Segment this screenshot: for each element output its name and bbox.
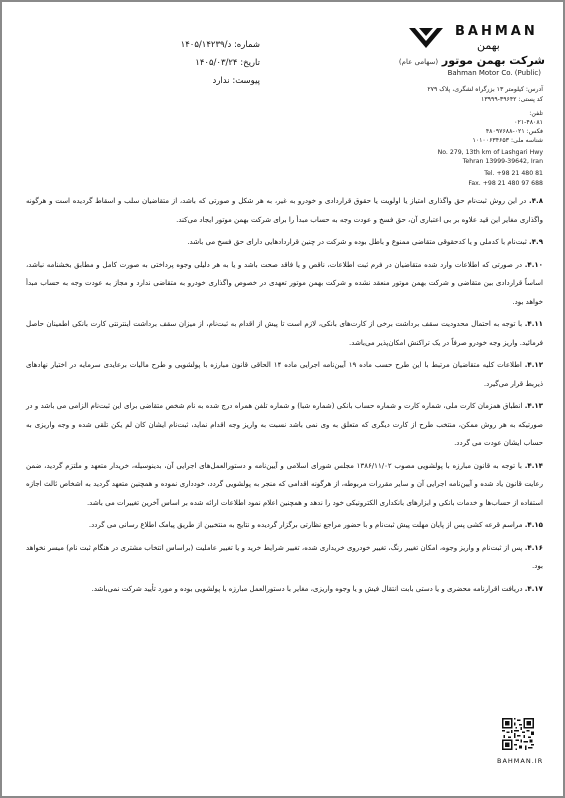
- clause-4-8: [26, 192, 543, 229]
- letter-date: [130, 58, 260, 68]
- clause-4-14: [26, 457, 543, 513]
- letter-attachment-value: ندارد: [212, 76, 230, 86]
- brand-name-latin: BAHMAN: [455, 24, 538, 39]
- clause-4-15: [26, 516, 543, 535]
- clause-text: با توجه به احتمال محدودیت سقف برداشت برخی از کارت‌های بانکی، لازم است تا پیش از اقدام به ثبت‌نام، از میزان سقف برداشت اینترنتی کارت بانکی اطمینان حاصل فرمائید. واریز وجه خودرو صرفاً در یک تراکنش امکان‌پذیر می‌باشد.: [26, 319, 543, 347]
- letter-number-label: شماره:: [233, 40, 260, 50]
- website-url: BAHMAN.IR: [497, 757, 544, 765]
- company-name-english: Bahman Motor Co. (Public): [447, 69, 541, 77]
- clause-number: ۴.۱۶.: [524, 542, 543, 552]
- clause-number: ۴.۱۵.: [524, 520, 543, 529]
- clause-text: دریافت اقرارنامه محضری و یا دستی بابت انتقال فیش و یا وجوه واریزی، مغایر با دستورالعمل مبارزه با پولشویی بوده و مورد تأیید شرکت نمی‌باشد.: [91, 583, 523, 593]
- clause-number: ۴.۱۱.: [524, 319, 543, 328]
- address-english-line1: No. 279, 13th km of Lashgari Hwy: [437, 149, 543, 156]
- clause-number: ۴.۱۲.: [524, 360, 544, 369]
- clause-number: ۴.۱۷.: [524, 583, 543, 593]
- letter-attachment-label: پیوست:: [232, 76, 260, 86]
- letter-number: [130, 40, 260, 50]
- letter-body: [26, 192, 543, 602]
- clause-4-16: [26, 539, 543, 576]
- company-name-persian: [399, 54, 545, 67]
- address-persian-line1: آدرس: کیلومتر ۱۳ بزرگراه لشگری، پلاک ۲۷۹: [427, 86, 543, 93]
- clause-text: مراسم قرعه کشی پس از پایان مهلت پیش ثبت‌نام و با حضور مراجع نظارتی برگزار گردیده و نتایج به منتخبین از طریق پیامک اطلاع رسانی می گردد.: [88, 520, 523, 529]
- qr-code-icon: [502, 718, 534, 750]
- clause-4-17: [26, 580, 543, 599]
- letter-number-value: د/۱۴۰۵/۱۴۲۳۹: [180, 40, 232, 50]
- clause-4-12: [26, 356, 543, 393]
- letter-attachment: [130, 76, 260, 86]
- letter-page: [2, 2, 563, 796]
- fax-english: Fax. +98 21 480 97 688: [468, 180, 543, 187]
- national-id: شناسه ملی: ۱۰۱۰۰۶۳۴۶۵۳: [472, 137, 543, 144]
- bahman-emblem-icon: [405, 22, 447, 54]
- clause-text: ثبت‌نام با کدملی و یا کدحقوقی متقاضی ممنوع و باطل بوده و شرکت در چنین قراردادهایی دارای حق فسخ می باشد.: [187, 237, 527, 246]
- fax-persian: فکس: ۰۲۱-۴۸۰۹۷۶۸۸: [485, 128, 543, 135]
- clause-4-9: [26, 233, 543, 252]
- phone-value: ۰۲۱-۴۸۰۸۱: [514, 119, 543, 126]
- address-persian-line2: کد پستی: ۳۹۶۴۲-۱۳۹۹۹: [481, 96, 543, 103]
- address-english-line2: Tehran 13999-39642, Iran: [462, 158, 543, 165]
- clause-number: ۴.۱۰.: [524, 259, 543, 269]
- company-name: شرکت بهمن موتور: [441, 54, 545, 67]
- clause-4-10: [26, 256, 543, 312]
- clause-4-13: [26, 397, 543, 453]
- brand-name-persian: بهمن: [477, 39, 500, 52]
- clause-text: با توجه به قانون مبارزه با پولشویی مصوب ۱۳۸۶/۱۱/۰۲ مجلس شورای اسلامی و آیین‌نامه و دستورالعمل‌های اجرایی آن، بدینوسیله، خریدار متعهد و ملتزم گردید، ضمن رعایت قانون یاد شده و آیین‌نامه اجرایی آن و سایر مقررات مربوطه، از هرگونه اقدامی که منجر به پولشویی گردد، خودداری نموده و همچنین متعهد گردید به اشخاص ثالث اجازه استفاده از حساب‌ها و خدمات بانکی و ابزارهای بانکداری الکترونیکی خود را ندهد و همچنین اعلام نمود اطلاعات ارائه شده بر اساس آخرین تغییرات می باشد.: [26, 460, 543, 507]
- clause-text: پس از ثبت‌نام و واریز وجوه، امکان تغییر رنگ، تغییر خودروی خریداری شده، تغییر شرایط خرید و یا تغییر عاملیت (براساس انتخاب مشتری در هنگام ثبت نام) میسر نخواهد بود.: [26, 542, 543, 570]
- clause-4-11: [26, 315, 543, 352]
- letter-date-value: ۱۴۰۵/۰۳/۲۴: [195, 58, 238, 68]
- clause-number: ۴.۹.: [529, 237, 543, 246]
- clause-text: در صورتی که اطلاعات وارد شده متقاضیان در فرم ثبت اطلاعات، ناقص و یا فاقد صحت باشد و یا به هر دلیلی وجوه پرداختی به صورت کامل و مطابق بخشنامه نباشد، اساساً قراردادی بین متقاضی و شرکت بهمن موتور منعقد نشده و شرکت بهمن موتور تعهدی در خصوص واگذاری خودرو به متقاضی ندارد و مجاز به عودت وجه به حساب مبدأ خواهد بود.: [26, 259, 543, 306]
- phone-label: تلفن:: [529, 110, 543, 117]
- clause-number: ۴.۱۴.: [524, 460, 543, 470]
- tel-english: Tel. +98 21 480 81: [484, 170, 543, 177]
- clause-text: اطلاعات کلیه متقاضیان مرتبط با این طرح حسب ماده ۱۹ آیین‌نامه اجرایی ماده ۱۴ الحاقی قانون مبارزه با پولشویی و طرح مالیات برعایدی سرمایه در اختیار نهادهای ذیربط قرار می‌گیرد.: [26, 360, 543, 388]
- company-type: (سهامی عام): [398, 58, 439, 66]
- letter-date-label: تاریخ:: [240, 58, 260, 68]
- clause-text: انطباق همزمان کارت ملی، شماره کارت و شماره حساب بانکی (شماره شبا) و شماره تلفن همراه درج شده به نام شخص متقاضی برای این ثبت‌نام الزامی می باشد و در صورتیکه به هر روش ممکن، منتخب طرح از کارت دیگری که متعلق به وی نمی باشد نسبت به واریز وجه اقدام نماید، ثبت‌نام ایشان کان لم یکن تلقی شده و وجه واریزی به حساب ایشان عودت می گردد.: [26, 401, 543, 447]
- clause-number: ۴.۸.: [529, 196, 543, 205]
- clause-number: ۴.۱۳.: [524, 401, 543, 410]
- clause-text: در این روش ثبت‌نام حق واگذاری امتیاز یا اولویت یا حقوق قراردادی و خودرو به غیر، به هر شکل و صورتی که باشد، از متقاضیان سلب و اسقاط گردیده است و هرگونه واگذاری مغایر این قید علاوه بر بی اعتباری آن، حق فسخ و عودت وجه به حساب مبدأ را برای شرکت بهمن موتور ایجاد می‌کند.: [26, 196, 543, 224]
